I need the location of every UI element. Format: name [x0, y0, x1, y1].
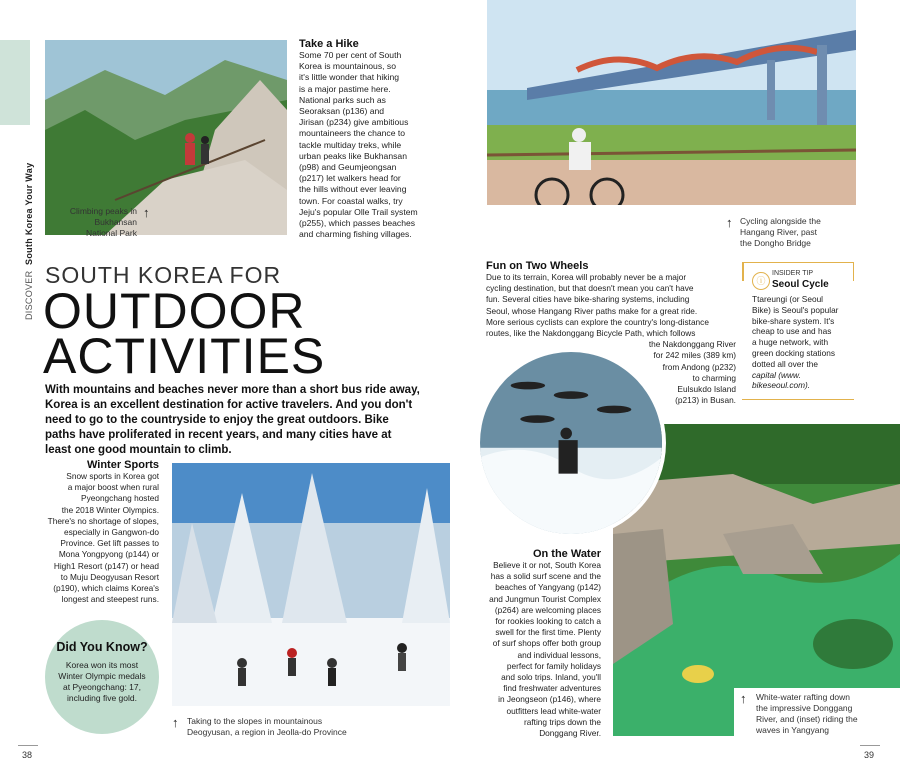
cycling-photo — [487, 0, 856, 205]
tip-body: Ttareungi (or Seoul Bike) is Seoul's popular bike-share system. It's cheap to use and has a huge network, with green docking stations dotted all over the capital (www. bikeseoul.com). — [752, 294, 839, 391]
page-rule-right — [860, 745, 880, 746]
did-you-know-title: Did You Know? — [56, 640, 148, 654]
hike-body: Some 70 per cent of South Korea is mountainous, so it's little wonder that hiking is a major pastime here. National parks such as Seoraksan (p136) and Jirisan (p234) give ambitious mountaineers the chance to tackle multiday treks, while urban peaks like Bukhansan (p98) and Geumjeongsan (p217) let walkers head for the hills without ever leaving town. For coastal walks, try Jeju's popular Olle Trail system (p255), which passes beaches and charming fishing villages. — [299, 50, 418, 240]
up-arrow-icon: ↑ — [143, 205, 150, 220]
did-you-know-callout — [45, 620, 159, 734]
cycling-caption: Cycling alongside the Hangang River, past the Dongho Bridge — [740, 216, 821, 248]
headline-line3: ACTIVITIES — [43, 328, 326, 384]
tip-label: INSIDER TIP — [772, 270, 814, 277]
winter-body: Snow sports in Korea got a major boost when rural Pyeongchang hosted the 2018 Winter Olympics. There's no shortage of slopes, especially in Gangwon-do Province. Get lift passes to Mona Yongpyong (p144) or High1 Resort (p147) or head to Muju Deogyusan Resort (p190), which claims Korea's longest and steepest runs. — [47, 471, 159, 605]
sidebar-tab — [0, 40, 30, 125]
hike-caption: Climbing peaks in Bukhansan National Park — [69, 206, 137, 238]
hike-section — [299, 38, 449, 240]
water-section — [470, 548, 601, 739]
page-rule-left — [18, 745, 38, 746]
rafting-caption: White-water rafting down the impressive Donggang River, and (inset) riding the waves in Yangyang — [756, 692, 858, 735]
headline-line1: SOUTH KOREA FOR — [45, 262, 282, 288]
winter-title: Winter Sports — [86, 459, 159, 471]
wheels-body: Due to its terrain, Korea will probably never be a major cycling destination, but that doesn't mean you can't have fun. Several cities have bike-sharing systems, including Seoul, whose Hangang River paths make for a great ride. More serious cyclists can explore the country's long-distance routes, like the Nakdonggang Bicycle Path, which follows the Nakdonggang River for 242 miles (389 km) from Andong (p232) to charming Eulsukdo Island (p213) in Busan. — [486, 272, 736, 406]
did-you-know-body: Korea won its most Winter Olympic medals at Pyeongchang: 17, including five gold. — [58, 660, 146, 703]
sidebar-section-label: DISCOVER South Korea Your Way — [24, 162, 34, 320]
water-title: On the Water — [532, 548, 601, 560]
page-number-left: 38 — [22, 750, 33, 760]
intro-text: With mountains and beaches never more than a short bus ride away, Korea is an excellent destination for active travelers. And you don't need to go to the countryside to enjoy the great outdoors. Bike paths have proliferated in recent years, and many cities have at least one good mountain to climb. — [45, 384, 420, 456]
skiing-caption: Taking to the slopes in mountainous Deogyusan, a region in Jeolla-do Province — [187, 716, 347, 737]
skiing-photo — [172, 463, 450, 706]
tip-title: Seoul Cycle — [772, 279, 829, 290]
water-body: Believe it or not, South Korea has a solid surf scene and the beaches of Yangyang (p142) and Jungmun Tourist Complex (p264) are welcoming places for rookies looking to catch a swell for the first time. Plenty of surf shops offer both group and individual lessons, perfect for family holidays and solo trips. Inland, you'll find freshwater adventures in Jeongseon (p146), where outfitters lead white-water rafting trips down the Donggang River. — [489, 560, 601, 739]
info-icon: ⓘ — [752, 272, 770, 290]
up-arrow-icon: ↑ — [740, 691, 747, 706]
surfing-inset-photo — [476, 348, 666, 538]
up-arrow-icon: ↑ — [726, 215, 733, 230]
hike-title: Take a Hike — [299, 38, 359, 50]
winter-section — [45, 459, 159, 605]
up-arrow-icon: ↑ — [172, 715, 179, 730]
headline-line2: OUTDOOR — [43, 283, 306, 339]
page-number-right: 39 — [864, 750, 875, 760]
wheels-title: Fun on Two Wheels — [486, 260, 589, 272]
